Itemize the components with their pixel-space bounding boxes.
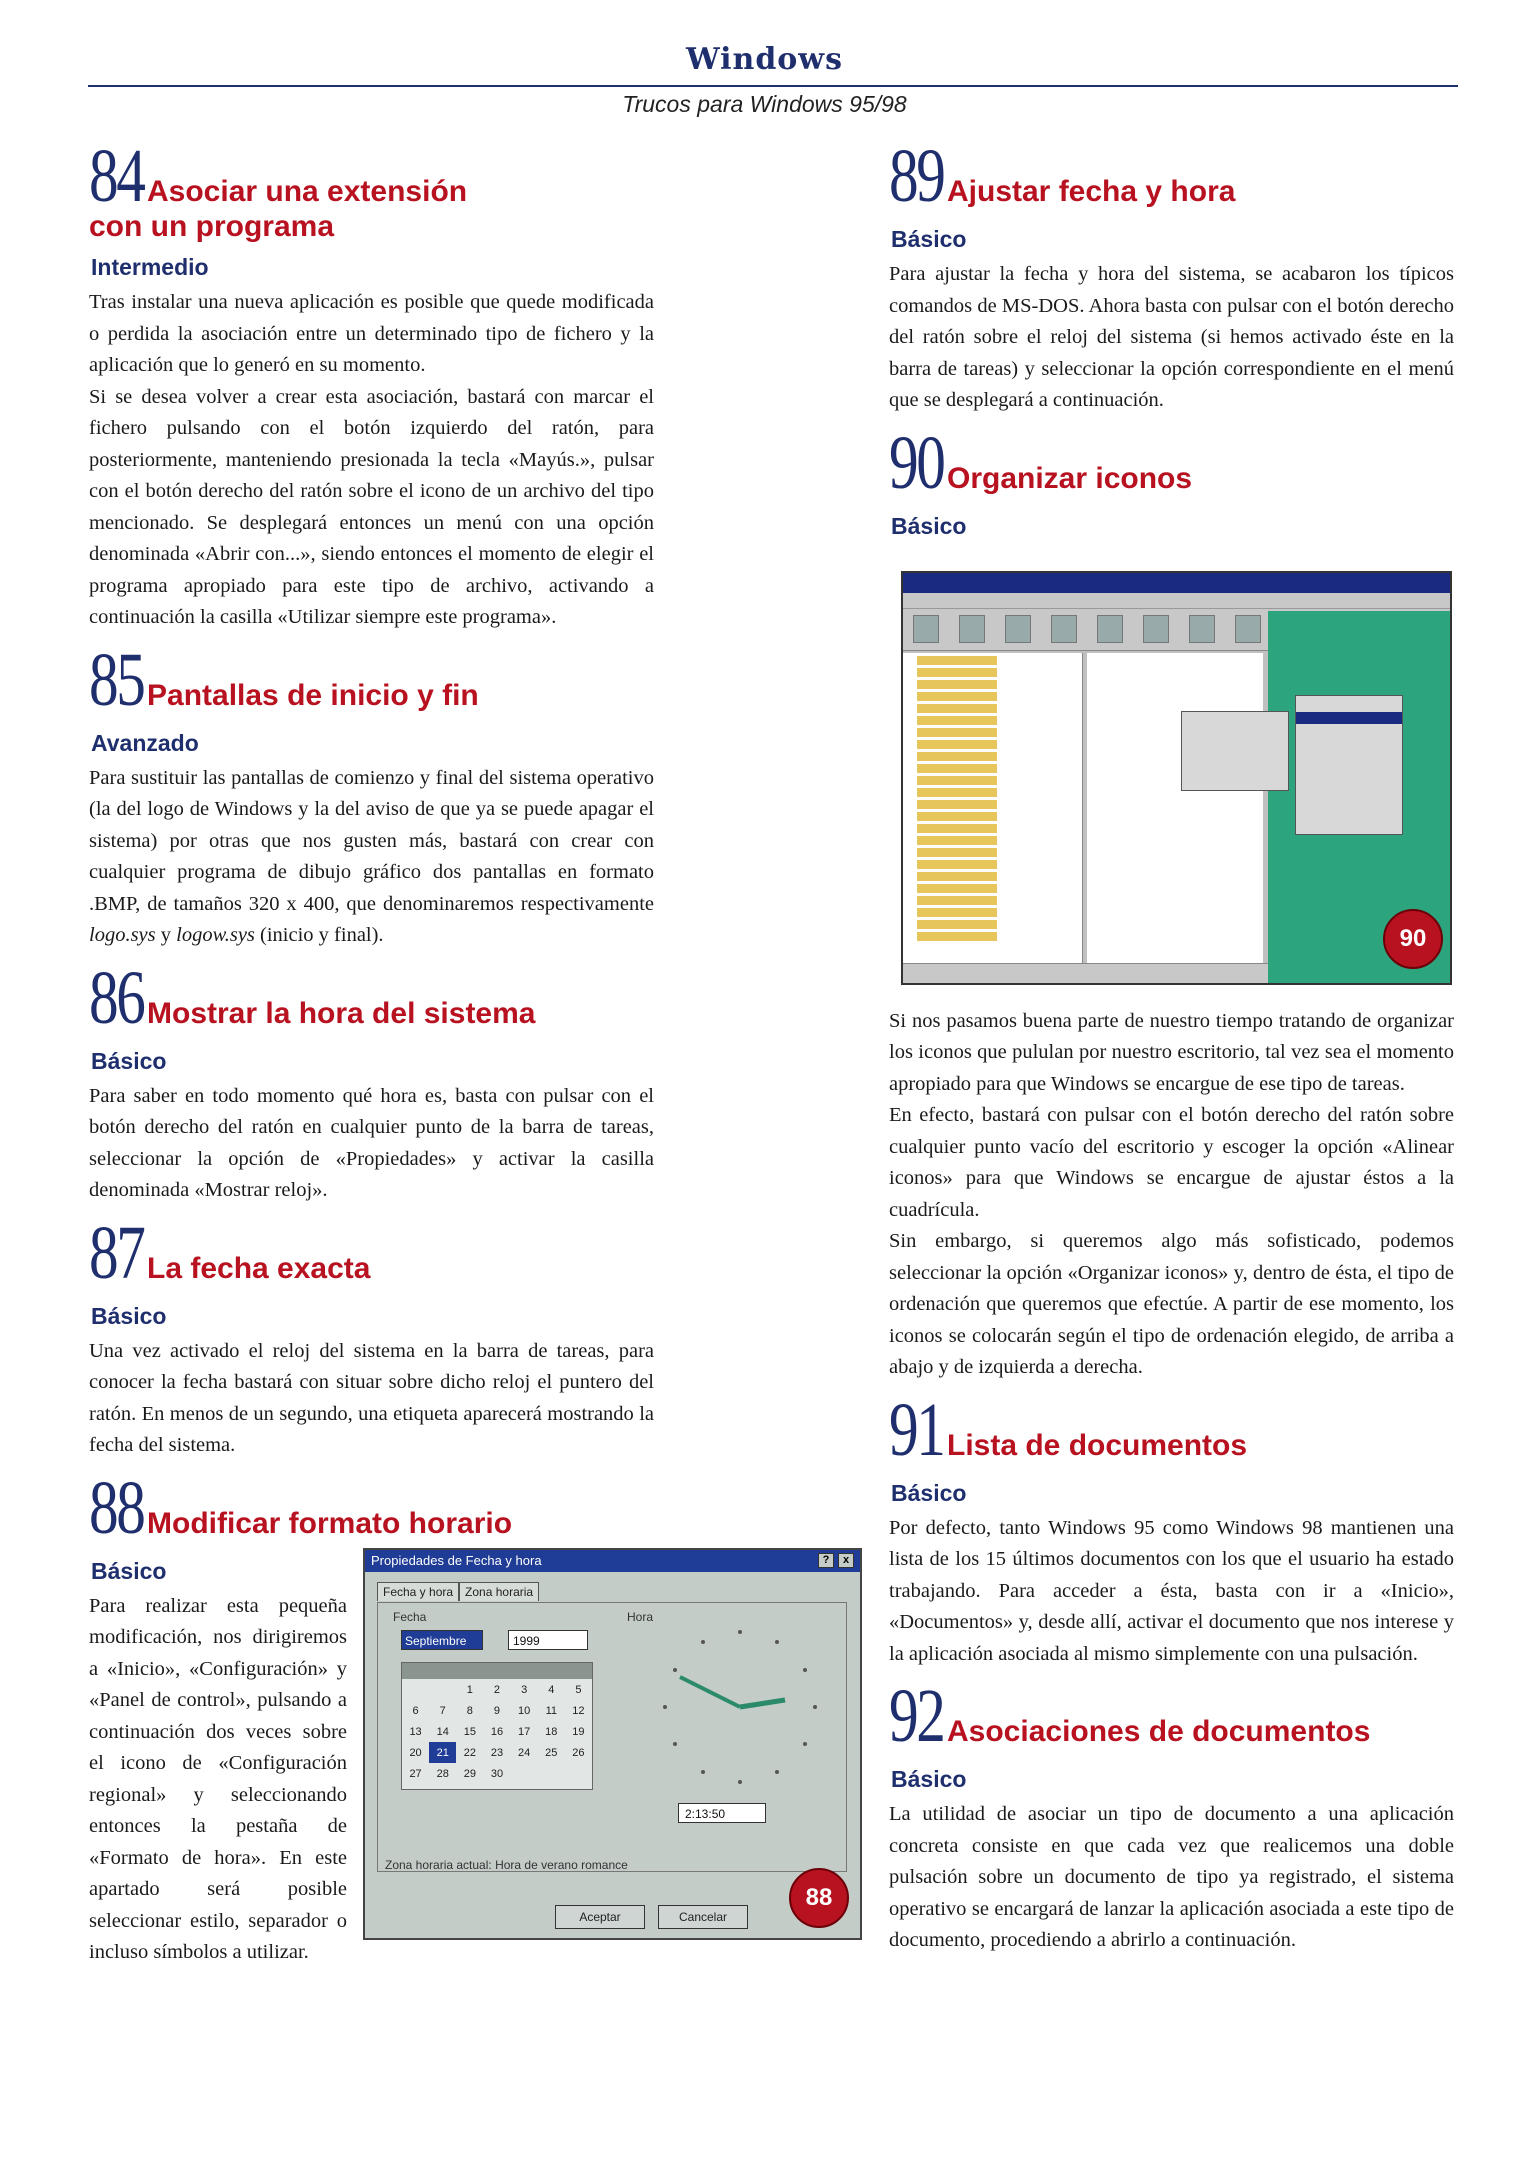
tip-level: Básico [891,226,967,252]
tip-title-line2: con un programa [89,210,335,243]
tab-zona-horaria[interactable]: Zona horaria [459,1582,539,1601]
tip-number: 90 [889,420,944,505]
tip-paragraph: Para saber en todo momento qué hora es, basta con pulsar con el botón derecho del ratón en cualquier punto de la barra de tareas, seleccionar la opción de «Propiedades» y activar la casilla denominada «Mostrar reloj». [89,1084,654,1201]
tip-body [889,1006,1454,1384]
context-menu [1295,695,1403,835]
tip-title: Asociaciones de documentos [947,1715,1371,1748]
tip-title: Mostrar la hora del sistema [147,996,536,1030]
tip-91 [889,1387,1454,1671]
tip-title: Modificar formato horario [147,1506,513,1540]
tip-number: 85 [89,637,144,722]
context-submenu [1181,711,1289,791]
tip-level: Básico [91,1302,167,1329]
tip-paragraph: Si nos pasamos buena parte de nuestro tiempo tratando de organizar los iconos que pululan por nuestro escritorio, tal vez sea el momento apropiado para que Windows se encargue de ese tipo de tareas. [889,1009,1454,1095]
dialog-tabs [377,1582,539,1601]
tip-paragraph: Si se desea volver a crear esta asociación, bastará con marcar el fichero pulsando con el botón izquierdo del ratón, para posteriormente, manteniendo presionada la tecla «Mayús.», pulsar con el botón derecho del ratón sobre el icono de un archivo del tipo mencionado. Se desplegará entonces un menú con una opción denominada «Abrir con...», siendo entonces el momento de elegir el programa apropiado para este tipo de archivo, activando a continuación la casilla «Utilizar siempre este programa». [89,385,654,628]
tip-paragraph: Para sustituir las pantallas de comienzo y final del sistema operativo (la del logo de Windows y la del aviso de que ya se puede apagar el sistema) por otras que nos gusten más, bastará con crear con cualquier programa de dibujo gráfico dos pantallas en formato .BMP, de tamaños 320 x 400, que denominaremos respectivamente logo.sys y logow.sys (inicio y final). [89,766,654,946]
tip-title: Lista de documentos [947,1428,1248,1462]
tip-paragraph: Para realizar esta pequeña modificación, nos dirigiremos a «Inicio», «Configuración» y «Panel de control», pulsando a continuación dos veces sobre el icono de «Configuración regional» y seleccionando entonces la pestaña de «Formato de hora». En este apartado será posible seleccionar estilo, separador o incluso símbolos a utilizar. [89,1594,347,1963]
close-icon[interactable]: x [838,1553,854,1568]
cancel-button[interactable]: Cancelar [658,1905,748,1929]
toolbar-icon [1005,615,1031,643]
toolbar-icon [959,615,985,643]
tip-85 [89,637,654,952]
tip-level: Avanzado [91,729,199,756]
tip-92 [889,1674,1454,1957]
tip-level: Básico [91,1557,167,1584]
filename-logo: logo.sys [89,924,156,946]
tip-level: Intermedio [91,254,209,280]
calendar-grid[interactable]: 1 2 3 4 5 6 7 8 9 10 11 12 13 14 15 16 17 18 19 20 21 22 23 24 25 26 27 28 29 30 [401,1662,593,1790]
time-zone-label: Zona horaria actual: Hora de verano romance [385,1858,628,1872]
tip-body [889,1799,1454,1957]
window-title-bar [903,573,1450,593]
time-group-label: Hora [627,1610,654,1624]
tip-paragraph: Para ajustar la fecha y hora del sistema, se acabaron los típicos comandos de MS-DOS. Ahora basta con pulsar con el botón derecho del ratón sobre el reloj del sistema (si hemos activado éste en la barra de tareas) y seleccionar la opción correspondiente en el menú que se desplegará a continuación. [889,263,1454,411]
help-icon[interactable]: ? [818,1553,834,1568]
dialog-title: Propiedades de Fecha y hora [371,1553,542,1568]
section-title: Windows [685,42,844,77]
tip-body [89,1336,654,1462]
tip-paragraph: Sin embargo, si queremos algo más sofisticado, podemos seleccionar la opción «Organizar iconos» y, dentro de ésta, el tipo de ordenación que queremos que efectúe. A partir de ese momento, los iconos se colocarán según el tipo de ordenación elegido, de arriba a abajo y de izquierda a derecha. [889,1230,1454,1378]
tip-body [89,1591,347,1969]
toolbar-icon [1235,615,1261,643]
tip-paragraph: La utilidad de asociar un tipo de documento a una aplicación concreta consiste en que cada vez que realicemos una doble pulsación sobre un documento de tipo ya registrado, el sistema operativo se encargará de lanzar la aplicación asociada a este tipo de documento, procediendo a abrirlo a continuación. [889,1803,1454,1951]
figure-badge-88: 88 [789,1868,849,1928]
tip-body [89,763,654,952]
date-group-label: Fecha [393,1610,427,1624]
toolbar-icon [913,615,939,643]
tip-level: Básico [891,512,967,539]
tip-body [89,1081,654,1207]
toolbar-icon [1051,615,1077,643]
tip-level: Básico [891,1479,967,1506]
tip-87 [89,1210,654,1462]
tip-title: Pantallas de inicio y fin [147,678,479,712]
status-bar [903,963,1268,983]
filename-logow: logow.sys [176,924,255,946]
tab-fecha-hora[interactable]: Fecha y hora [377,1582,459,1601]
toolbar-icon [1097,615,1123,643]
tip-number: 91 [889,1387,944,1472]
header-rule [88,85,1458,87]
figure-explorer-screenshot [901,571,1452,985]
tip-title: Organizar iconos [947,461,1193,495]
tip-84 [89,134,654,634]
tip-number: 89 [889,134,944,218]
tip-89 [889,134,1454,417]
tip-number: 84 [89,134,144,218]
folder-tree [903,653,1083,963]
tip-level: Básico [891,1766,967,1792]
tip-paragraph: Tras instalar una nueva aplicación es posible que quede modificada o perdida la asociación entre un determinado tipo de fichero y la aplicación que lo generó en su momento. [89,291,654,376]
figure-date-time-dialog [363,1548,862,1940]
time-spinner[interactable]: 2:13:50 [678,1803,766,1823]
toolbar-icon [1143,615,1169,643]
tip-86 [89,955,654,1207]
tip-body [89,287,654,634]
tip-number: 87 [89,1210,144,1295]
figure-badge-90: 90 [1383,909,1443,969]
tip-number: 86 [89,955,144,1040]
tip-title: La fecha exacta [147,1251,371,1285]
window-menu-bar [903,593,1450,609]
tip-level: Básico [91,1047,167,1074]
tip-title: Asociar una extensión [147,175,468,208]
file-list [1087,653,1263,963]
tip-paragraph: En efecto, bastará con pulsar con el botón derecho del ratón sobre cualquier punto vacío del escritorio y escoger la opción «Alinear iconos» para que Windows se encargue de ajustar éstos a la cuadrícula. [889,1104,1454,1221]
toolbar-icon [1189,615,1215,643]
year-spinner[interactable]: 1999 [508,1630,588,1650]
section-subtitle: Trucos para Windows 95/98 [622,91,907,117]
tip-body [889,1513,1454,1671]
analog-clock [655,1622,825,1792]
tip-paragraph: Una vez activado el reloj del sistema en la barra de tareas, para conocer la fecha bastará con situar sobre dicho reloj el puntero del ratón. En menos de un segundo, una etiqueta aparecerá mostrando la fecha del sistema. [89,1339,654,1456]
month-select[interactable]: Septiembre [401,1630,483,1650]
tip-number: 88 [89,1465,144,1550]
tip-body [889,259,1454,417]
tip-title: Ajustar fecha y hora [947,175,1236,208]
tip-number: 92 [889,1674,944,1758]
ok-button[interactable]: Aceptar [555,1905,645,1929]
right-column [889,134,1454,1957]
tip-paragraph: Por defecto, tanto Windows 95 como Windows 98 mantienen una lista de los 15 últimos documentos con los que el usuario ha estado trabajando. Para acceder a ésta, basta con ir a «Inicio», «Documentos» y, desde allí, activar el documento que nos interese y la aplicación asociada al mismo simplemente con una pulsación. [889,1516,1454,1665]
dialog-title-bar [365,1550,860,1572]
